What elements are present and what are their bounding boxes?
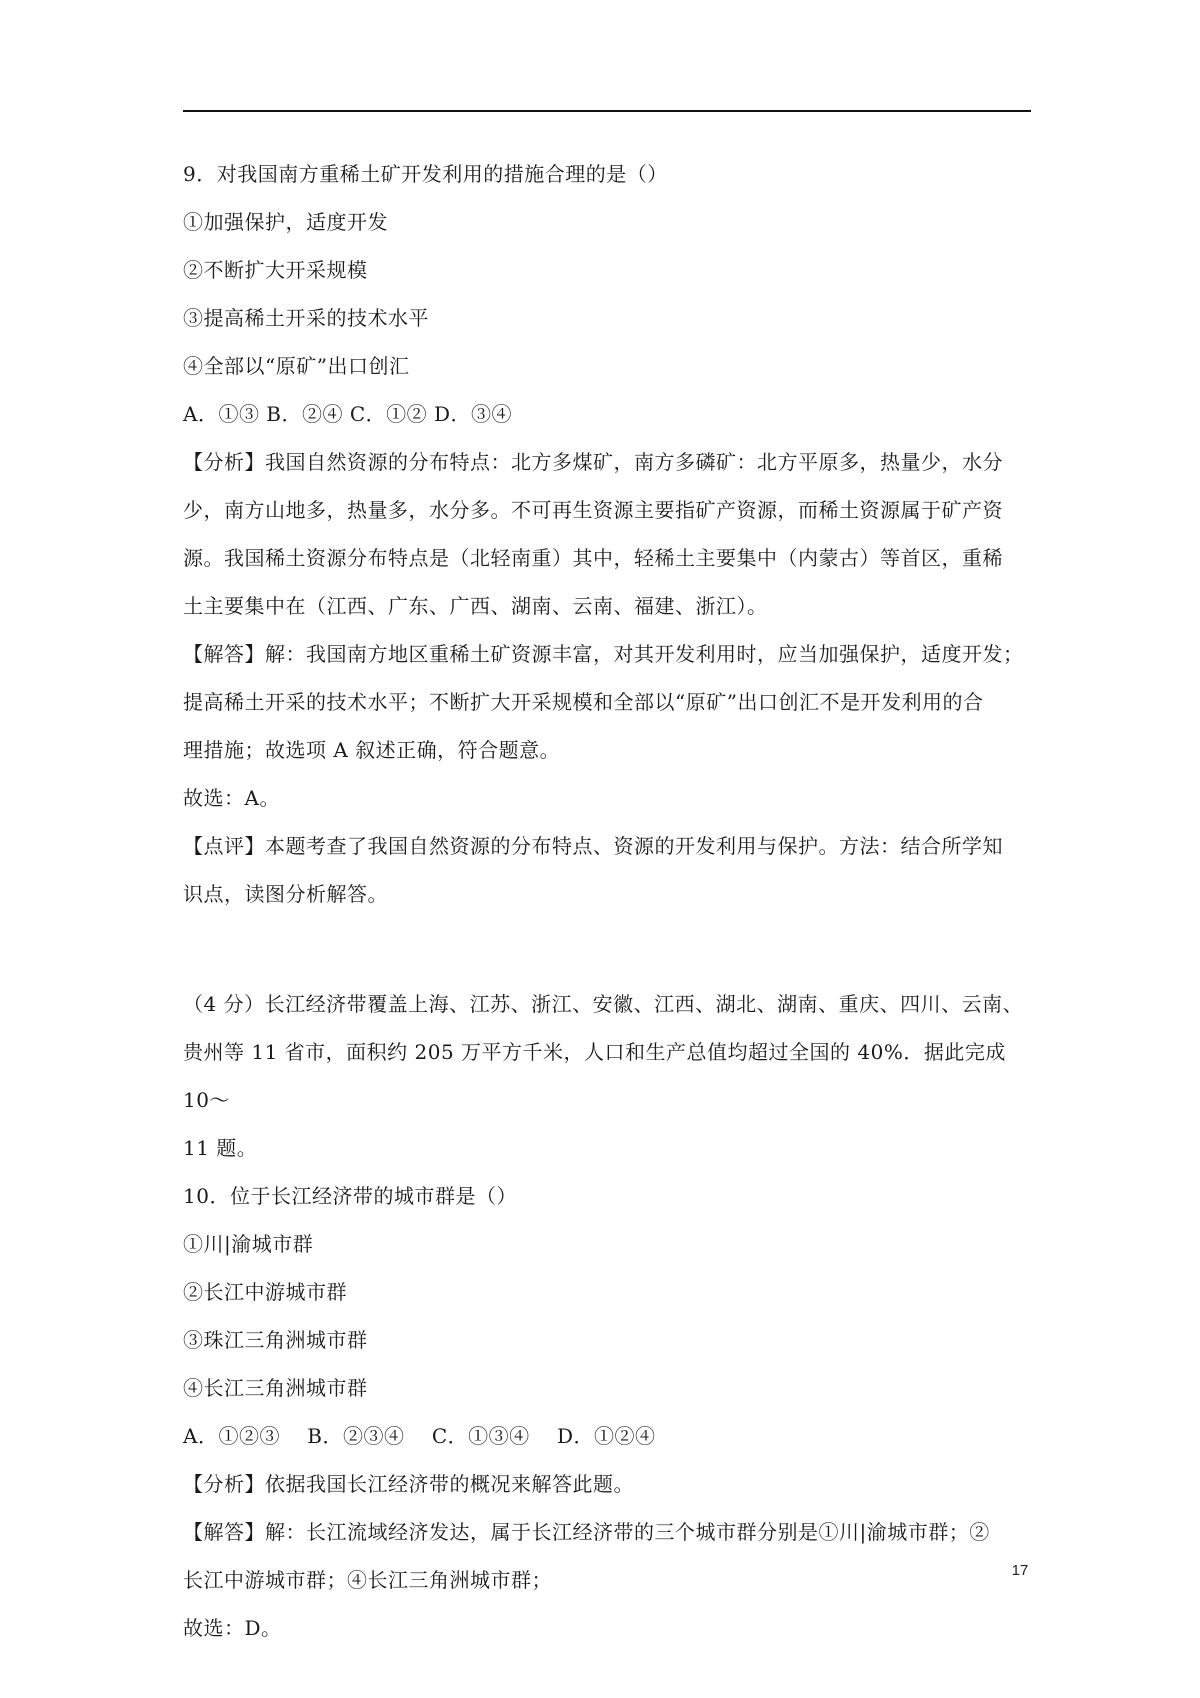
q10-item-3: ③珠江三角洲城市群 xyxy=(183,1328,368,1352)
q10-answer-line-1: 【解答】解：长江流域经济发达，属于长江经济带的三个城市群分别是①川|渝城市群；② xyxy=(183,1520,990,1544)
q9-answer-line-2: 提高稀土开采的技术水平；不断扩大开采规模和全部以“原矿”出口创汇不是开发利用的合 xyxy=(183,690,984,714)
q9-options: A．①③ B．②④ C．①② D．③④ xyxy=(183,402,513,426)
q9-analysis-tag: 【分析】 xyxy=(183,450,265,474)
q10-item-2: ②长江中游城市群 xyxy=(183,1280,347,1304)
q9-item-3: ③提高稀土开采的技术水平 xyxy=(183,306,429,330)
q10-item-4: ④长江三角洲城市群 xyxy=(183,1376,368,1400)
q9-comment-line-1: 【点评】本题考查了我国自然资源的分布特点、资源的开发利用与保护。方法：结合所学知 xyxy=(183,834,1003,858)
q10-answer-tag: 【解答】 xyxy=(183,1520,265,1544)
q10-analysis-line-1: 【分析】依据我国长江经济带的概况来解答此题。 xyxy=(183,1472,634,1496)
q9-answer-line-3: 理措施；故选项 A 叙述正确，符合题意。 xyxy=(183,738,561,762)
q10-stem: 10．位于长江经济带的城市群是（） xyxy=(183,1184,517,1208)
q9-item-2: ②不断扩大开采规模 xyxy=(183,258,368,282)
intro-line-1: （4 分）长江经济带覆盖上海、江苏、浙江、安徽、江西、湖北、湖南、重庆、四川、云南、 xyxy=(183,992,1024,1016)
q9-analysis-line-4: 土主要集中在（江西、广东、广西、湖南、云南、福建、浙江）。 xyxy=(183,594,768,618)
intro-line-3: 11 题。 xyxy=(183,1136,258,1160)
q9-comment-line-2: 识点，读图分析解答。 xyxy=(183,882,388,906)
q10-choice: 故选：D。 xyxy=(183,1616,282,1640)
q9-item-1: ①加强保护，适度开发 xyxy=(183,210,388,234)
q9-analysis-line-2: 少，南方山地多，热量多，水分多。不可再生资源主要指矿产资源，而稀土资源属于矿产资 xyxy=(183,498,1003,522)
q9-analysis-line-1: 【分析】我国自然资源的分布特点：北方多煤矿，南方多磷矿：北方平原多，热量少，水分 xyxy=(183,450,1003,474)
page-content xyxy=(183,150,1031,1652)
q9-comment-tag: 【点评】 xyxy=(183,834,265,858)
page-number: 17 xyxy=(1011,1562,1029,1579)
q9-choice: 故选：A。 xyxy=(183,786,280,810)
q9-stem: 9．对我国南方重稀土矿开发利用的措施合理的是（） xyxy=(183,162,668,186)
intro-line-2: 贵州等 11 省市，面积约 205 万平方千米，人口和生产总值均超过全国的 40%．据此完成 10～ xyxy=(183,1040,1006,1112)
header-rule xyxy=(183,110,1031,112)
q10-options: A．①②③ B．②③④ C．①③④ D．①②④ xyxy=(183,1424,656,1448)
section-spacer xyxy=(183,918,1031,980)
q10-item-1: ①川|渝城市群 xyxy=(183,1232,314,1256)
q10-analysis-tag: 【分析】 xyxy=(183,1472,265,1496)
q10-answer-line-2: 长江中游城市群；④长江三角洲城市群； xyxy=(183,1568,552,1592)
q9-item-4: ④全部以“原矿”出口创汇 xyxy=(183,354,410,378)
q9-answer-line-1: 【解答】解：我国南方地区重稀土矿资源丰富，对其开发利用时，应当加强保护，适度开发； xyxy=(183,642,1024,666)
q9-answer-tag: 【解答】 xyxy=(183,642,265,666)
q9-analysis-line-3: 源。我国稀土资源分布特点是（北轻南重）其中，轻稀土主要集中（内蒙古）等首区，重稀 xyxy=(183,546,1003,570)
